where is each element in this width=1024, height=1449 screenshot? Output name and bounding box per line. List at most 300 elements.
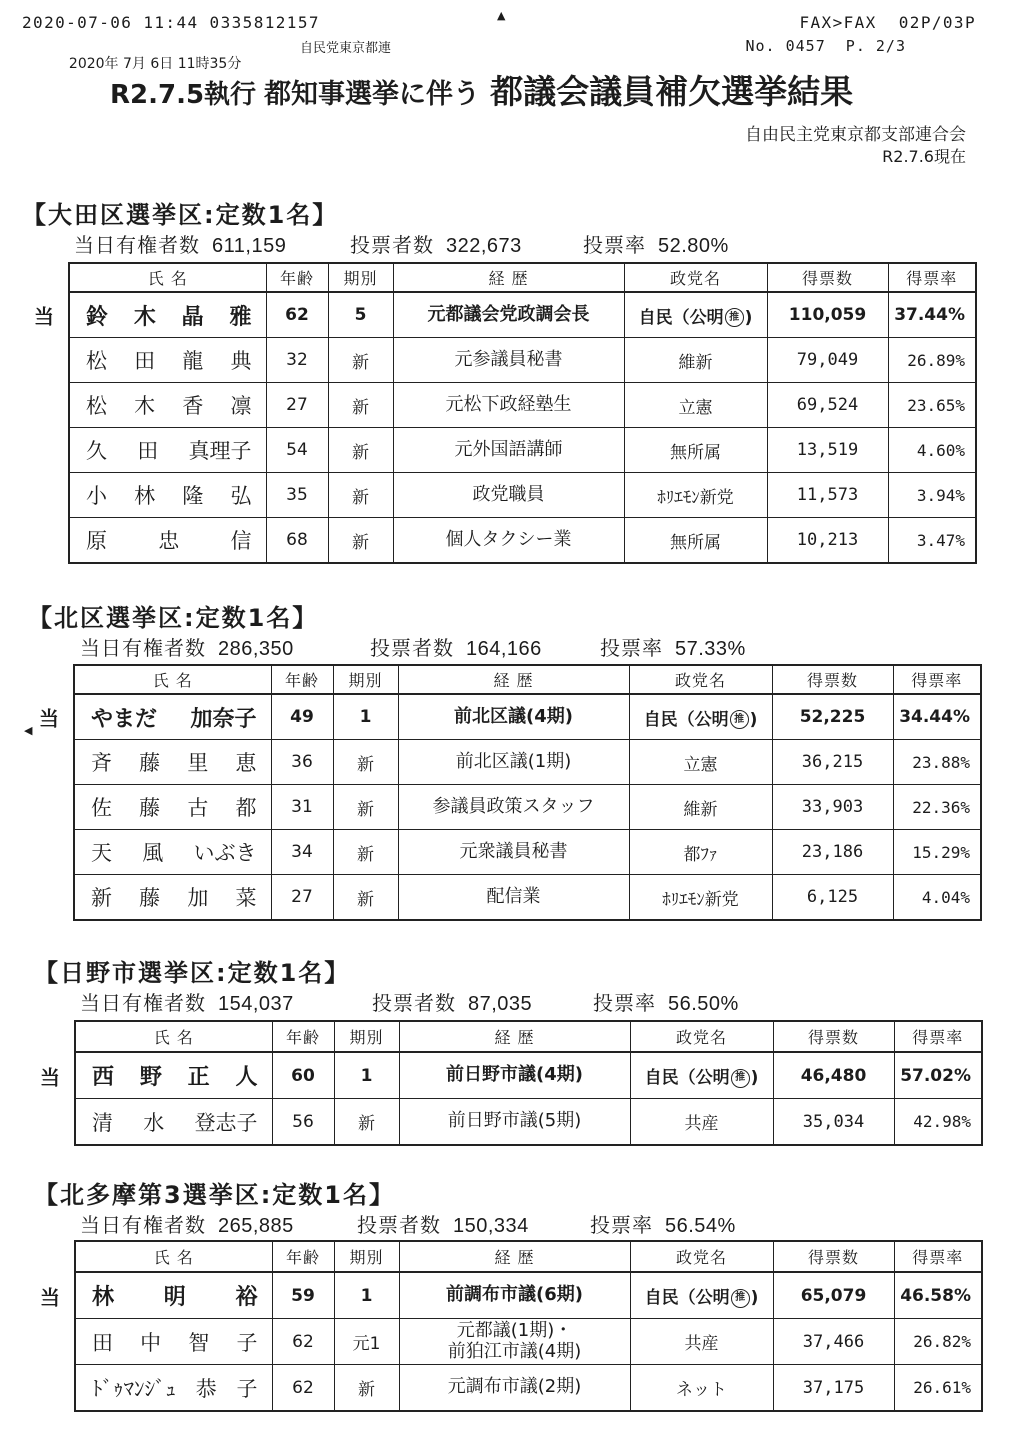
- elected-mark: 当: [40, 1065, 60, 1089]
- candidate-vote-share: 23.65%: [888, 383, 976, 428]
- candidate-vote-share: 42.98%: [894, 1099, 982, 1146]
- candidate-vote-share: 15.29%: [893, 830, 981, 875]
- candidate-vote-share: 46.58%: [894, 1272, 982, 1319]
- candidate-name: [86, 525, 252, 555]
- col-votes-header: 得票数: [773, 1021, 894, 1052]
- candidate-vote-share: 57.02%: [894, 1052, 982, 1099]
- candidate-name-part: 斉: [91, 751, 112, 775]
- ballots-cast: [372, 987, 593, 1016]
- results-table: [40, 1020, 983, 1146]
- table-header-row: [74, 665, 981, 694]
- turnout-rate: 56.54%: [665, 1215, 736, 1237]
- candidate-name-part: 恭: [195, 1376, 217, 1401]
- eligible-count: 154,037: [218, 993, 294, 1015]
- candidate-age: 60: [272, 1052, 334, 1099]
- candidate-name: [91, 792, 257, 822]
- candidate-votes: 6,125: [772, 875, 893, 921]
- col-career-header: 経 歴: [393, 263, 624, 292]
- candidate-name-part: 真理子: [188, 439, 252, 463]
- candidate-votes: 35,034: [773, 1099, 894, 1146]
- candidate-votes: 23,186: [772, 830, 893, 875]
- col-rate-header: 得票率: [888, 263, 976, 292]
- candidate-name-part: 信: [230, 529, 252, 553]
- col-term-header: 期別: [333, 665, 398, 694]
- voters-label: 投票者数: [370, 636, 454, 660]
- candidate-name: [86, 345, 252, 375]
- candidate-name-cell: [75, 1099, 272, 1146]
- candidate-row: [74, 740, 981, 785]
- candidate-vote-share: 34.44%: [893, 694, 981, 740]
- fax-side-mark: ◀: [24, 724, 33, 737]
- elected-mark: 当: [40, 1285, 60, 1309]
- party-close-paren: ): [744, 307, 753, 328]
- candidate-name-part: 人: [235, 1065, 258, 1090]
- candidate-name-part: 裕: [235, 1285, 258, 1310]
- issuer-organization: 自由民主党東京都支部連合会: [745, 125, 966, 145]
- candidate-name-part: 藤: [139, 751, 161, 775]
- voters-count: 87,035: [468, 993, 533, 1015]
- candidate-term: 元1: [334, 1319, 399, 1365]
- candidate-row: [74, 694, 981, 740]
- candidate-votes: 36,215: [772, 740, 893, 785]
- col-name-header: 氏 名: [75, 1241, 272, 1272]
- candidate-name-part: 藤: [139, 796, 161, 820]
- col-term-header: 期別: [334, 1241, 399, 1272]
- candidate-term: 新: [334, 1099, 399, 1146]
- candidate-name: [92, 1280, 258, 1311]
- turnout-rate: 56.50%: [668, 993, 739, 1015]
- candidate-name-part: 恵: [235, 751, 257, 775]
- title-main: 都議会議員補欠選挙結果: [490, 72, 854, 111]
- candidate-party-cell: [629, 875, 772, 921]
- eligible-label: 当日有権者数: [80, 991, 206, 1015]
- candidate-party: 共産: [684, 1334, 719, 1354]
- candidate-name-part: 原: [86, 529, 107, 553]
- candidate-name-cell: [74, 785, 271, 830]
- candidate-term: 新: [328, 518, 393, 564]
- voters-label: 投票者数: [372, 991, 456, 1015]
- candidate-party-cell: [629, 785, 772, 830]
- candidate-term: 新: [333, 740, 398, 785]
- candidate-name-part: 風: [142, 841, 164, 865]
- candidate-name-part: 藤: [139, 886, 161, 910]
- candidate-name-cell: [75, 1319, 272, 1365]
- results-table: [39, 664, 982, 921]
- candidate-name-part: 忠: [158, 529, 180, 553]
- candidate-row: [74, 830, 981, 875]
- candidate-name: [86, 435, 252, 465]
- candidate-term: 新: [333, 875, 398, 921]
- title-date: R2.7.5執行: [110, 80, 257, 110]
- candidate-career: 前北区議(4期): [398, 694, 629, 740]
- candidate-name: [92, 1327, 258, 1357]
- party-close-paren: ): [749, 709, 758, 730]
- col-career-header: 経 歴: [399, 1241, 630, 1272]
- candidate-name-part: 弘: [230, 484, 252, 508]
- candidate-party: 維新: [678, 352, 713, 373]
- candidate-party: ﾎﾘｴﾓﾝ新党: [662, 889, 739, 910]
- fax-registration-mark: ▲: [497, 9, 506, 22]
- endorsement-mark: 推: [731, 1289, 750, 1308]
- candidate-name-cell: [39, 694, 271, 740]
- district-stats: [80, 987, 739, 1016]
- candidate-career: 元都議(1期)・ 前狛江市議(4期): [399, 1319, 630, 1365]
- candidate-name-part: 天: [91, 841, 112, 865]
- candidate-age: 34: [271, 830, 333, 875]
- candidate-name-part: 野: [139, 1065, 162, 1090]
- candidate-name-cell: [69, 428, 266, 473]
- candidate-name-part: 西: [92, 1065, 115, 1090]
- results-table: [34, 262, 977, 564]
- eligible-count: 265,885: [218, 1215, 294, 1237]
- candidate-name-cell: [69, 473, 266, 518]
- turnout-rate: 57.33%: [675, 638, 746, 660]
- candidate-party-cell: [630, 1319, 773, 1365]
- candidate-votes: 11,573: [767, 473, 888, 518]
- candidate-party-cell: [624, 383, 767, 428]
- candidate-row: [69, 428, 976, 473]
- candidate-career: 元都議会党政調会長: [393, 292, 624, 338]
- candidate-name-cell: [74, 740, 271, 785]
- candidate-name-part: 隆: [182, 484, 204, 508]
- candidate-career: 政党職員: [393, 473, 624, 518]
- candidate-career: 元衆議員秘書: [398, 830, 629, 875]
- candidate-name-part: 加: [187, 886, 209, 910]
- candidate-party-cell: [630, 1052, 773, 1099]
- fax-route: FAX>FAX 02P/03P: [799, 13, 976, 32]
- endorsement-mark: 推: [731, 1069, 750, 1088]
- district-stats: [74, 229, 729, 258]
- candidate-party: 無所属: [670, 532, 721, 553]
- col-votes-header: 得票数: [773, 1241, 894, 1272]
- candidate-party: 自民（公明: [644, 1288, 730, 1308]
- candidate-career: 参議員政策スタッフ: [398, 785, 629, 830]
- district-heading: 【北多摩第3選挙区:定数1名】: [34, 1181, 395, 1209]
- col-career-header: 経 歴: [398, 665, 629, 694]
- table-header-row: [75, 1021, 982, 1052]
- candidate-party: 自民（公明: [638, 307, 724, 328]
- col-votes-header: 得票数: [772, 665, 893, 694]
- candidate-name-part: 松: [86, 349, 107, 373]
- fax-transmit-line: 2020-07-06 11:44 0335812157: [22, 13, 320, 32]
- candidate-votes: 65,079: [773, 1272, 894, 1319]
- candidate-name-part: 里: [187, 751, 209, 775]
- candidate-name: [86, 300, 252, 331]
- candidate-vote-share: 23.88%: [893, 740, 981, 785]
- col-party-header: 政党名: [629, 665, 772, 694]
- candidate-name-part: 子: [236, 1330, 258, 1355]
- candidate-name: [86, 480, 252, 510]
- candidate-party-cell: [624, 292, 767, 338]
- eligible-label: 当日有権者数: [80, 636, 206, 660]
- col-party-header: 政党名: [630, 1241, 773, 1272]
- candidate-age: 36: [271, 740, 333, 785]
- voters-count: 322,673: [446, 235, 522, 257]
- candidate-party: 維新: [683, 799, 718, 820]
- candidate-name-part: 田: [134, 349, 156, 373]
- district-heading: 【大田区選挙区:定数1名】: [22, 201, 339, 229]
- candidate-name-cell: [69, 383, 266, 428]
- candidate-name-part: 新: [91, 886, 112, 910]
- candidate-party-cell: [624, 428, 767, 473]
- turnout: [590, 1209, 736, 1238]
- candidate-term: 1: [334, 1052, 399, 1099]
- candidate-row: [69, 338, 976, 383]
- candidate-vote-share: 3.94%: [888, 473, 976, 518]
- candidate-party: 自民（公明: [643, 709, 729, 730]
- candidate-name: [91, 837, 257, 867]
- candidate-name-part: 清: [92, 1110, 113, 1135]
- candidate-name-part: 加奈子: [190, 706, 257, 732]
- district-section: [0, 598, 1024, 910]
- fax-received-time: 2020年 7月 6日 11時35分: [68, 56, 242, 72]
- candidate-row: [69, 292, 976, 338]
- candidate-name-part: 田: [92, 1330, 113, 1355]
- candidate-name-part: 水: [143, 1110, 165, 1135]
- district-heading: 【北区選挙区:定数1名】: [28, 604, 319, 632]
- candidate-career: 前調布市議(6期): [399, 1272, 630, 1319]
- eligible-count: 611,159: [212, 235, 287, 257]
- candidate-votes: 13,519: [767, 428, 888, 473]
- candidate-party-cell: [629, 740, 772, 785]
- candidate-party-cell: [629, 830, 772, 875]
- candidate-name-part: 木: [134, 394, 156, 418]
- candidate-name: [92, 1107, 258, 1137]
- candidate-row: [75, 1099, 982, 1146]
- candidate-name: [91, 702, 257, 733]
- candidate-row: [69, 473, 976, 518]
- col-party-header: 政党名: [630, 1021, 773, 1052]
- candidate-name-part: 林: [92, 1285, 115, 1310]
- candidate-name-cell: [34, 292, 266, 338]
- candidate-row: [75, 1052, 982, 1099]
- candidate-row: [75, 1365, 982, 1412]
- col-rate-header: 得票率: [893, 665, 981, 694]
- candidate-term: 新: [328, 428, 393, 473]
- col-age-header: 年齢: [271, 665, 333, 694]
- candidate-name-part: 子: [236, 1376, 258, 1401]
- ballots-cast: [370, 632, 600, 661]
- turnout-label: 投票率: [600, 636, 663, 660]
- candidate-name-part: 鈴: [86, 304, 109, 330]
- fax-page-number: No. 0457 P. 2/3: [745, 37, 906, 55]
- candidate-name-part: 明: [163, 1285, 186, 1310]
- candidate-vote-share: 26.82%: [894, 1319, 982, 1365]
- candidate-party: 立憲: [683, 754, 718, 775]
- candidate-name-part: 佐: [91, 796, 112, 820]
- eligible-voters: [80, 1209, 357, 1238]
- issuer-as-of-date: R2.7.6現在: [882, 147, 966, 166]
- candidate-name-part: ﾄﾞｩﾏﾝｼﾞｭ: [92, 1376, 176, 1401]
- candidate-name-part: いぶき: [193, 841, 257, 865]
- elected-mark: 当: [39, 706, 59, 731]
- candidate-name-part: 久: [86, 439, 107, 463]
- candidate-name: [92, 1060, 258, 1091]
- candidate-career: 元参議員秘書: [393, 338, 624, 383]
- candidate-name-cell: [75, 1365, 272, 1412]
- elected-mark: 当: [34, 304, 54, 329]
- candidate-party: 自民（公明: [644, 1068, 730, 1088]
- candidate-name-part: 龍: [182, 349, 204, 373]
- candidate-term: 新: [328, 383, 393, 428]
- turnout-rate: 52.80%: [658, 235, 729, 257]
- candidate-term: 1: [334, 1272, 399, 1319]
- district-heading: 【日野市選挙区:定数1名】: [34, 959, 351, 987]
- candidate-career: 前日野市議(4期): [399, 1052, 630, 1099]
- candidate-party: 都ﾌｧ: [683, 844, 718, 865]
- candidate-votes: 79,049: [767, 338, 888, 383]
- page-title: [110, 66, 853, 113]
- col-name-header: 氏 名: [75, 1021, 272, 1052]
- table-header-row: [75, 1241, 982, 1272]
- candidate-name-cell: [69, 338, 266, 383]
- turnout: [600, 632, 746, 661]
- candidate-name-part: 典: [230, 349, 252, 373]
- candidate-name: [92, 1373, 258, 1403]
- eligible-voters: [74, 229, 350, 258]
- party-close-paren: ): [750, 1288, 759, 1308]
- candidate-career: 個人タクシー業: [393, 518, 624, 564]
- candidate-term: 5: [328, 292, 393, 338]
- candidate-term: 1: [333, 694, 398, 740]
- candidate-career: 元調布市議(2期): [399, 1365, 630, 1412]
- candidate-age: 31: [271, 785, 333, 830]
- endorsement-mark: 推: [725, 308, 744, 327]
- candidate-party: 無所属: [670, 442, 721, 463]
- col-age-header: 年齢: [266, 263, 328, 292]
- candidate-vote-share: 22.36%: [893, 785, 981, 830]
- candidate-votes: 37,466: [773, 1319, 894, 1365]
- candidate-row: [75, 1272, 982, 1319]
- candidate-votes: 110,059: [767, 292, 888, 338]
- candidate-row: [69, 383, 976, 428]
- candidate-age: 27: [266, 383, 328, 428]
- eligible-voters: [80, 987, 372, 1016]
- candidate-name-part: 香: [182, 394, 204, 418]
- candidate-name-part: 菜: [235, 886, 257, 910]
- district-section: [0, 1175, 1024, 1401]
- candidate-term: 新: [333, 785, 398, 830]
- turnout: [583, 229, 729, 258]
- candidate-name-part: 古: [187, 796, 209, 820]
- candidate-name: [86, 390, 252, 420]
- candidate-party-cell: [630, 1099, 773, 1146]
- candidate-age: 68: [266, 518, 328, 564]
- candidate-term: 新: [333, 830, 398, 875]
- candidate-row: [75, 1319, 982, 1365]
- candidate-career: 前日野市議(5期): [399, 1099, 630, 1146]
- candidate-age: 59: [272, 1272, 334, 1319]
- candidate-vote-share: 4.04%: [893, 875, 981, 921]
- candidate-name: [91, 747, 257, 777]
- candidate-career: 元外国語講師: [393, 428, 624, 473]
- candidate-party-cell: [629, 694, 772, 740]
- candidate-name-part: 中: [140, 1330, 162, 1355]
- candidate-votes: 37,175: [773, 1365, 894, 1412]
- district-stats: [80, 1209, 736, 1238]
- candidate-age: 56: [272, 1099, 334, 1146]
- col-term-header: 期別: [328, 263, 393, 292]
- candidate-age: 32: [266, 338, 328, 383]
- candidate-vote-share: 26.89%: [888, 338, 976, 383]
- voters-count: 164,166: [466, 638, 542, 660]
- candidate-party-cell: [624, 473, 767, 518]
- candidate-name-part: 正: [187, 1065, 210, 1090]
- turnout: [593, 987, 739, 1016]
- col-rate-header: 得票率: [894, 1021, 982, 1052]
- candidate-name-part: 木: [133, 304, 156, 330]
- fax-sender: 自民党東京都連: [300, 41, 392, 56]
- candidate-party: ネット: [676, 1380, 727, 1400]
- candidate-name-cell: [69, 518, 266, 564]
- candidate-age: 62: [272, 1365, 334, 1412]
- eligible-count: 286,350: [218, 638, 294, 660]
- voters-count: 150,334: [453, 1215, 529, 1237]
- ballots-cast: [350, 229, 583, 258]
- turnout-label: 投票率: [593, 991, 656, 1015]
- col-rate-header: 得票率: [894, 1241, 982, 1272]
- candidate-term: 新: [328, 473, 393, 518]
- candidate-party-cell: [630, 1365, 773, 1412]
- candidate-name-part: 都: [235, 796, 257, 820]
- candidate-votes: 46,480: [773, 1052, 894, 1099]
- candidate-career: 前北区議(1期): [398, 740, 629, 785]
- candidate-age: 27: [271, 875, 333, 921]
- candidate-party: ﾎﾘｴﾓﾝ新党: [657, 487, 734, 508]
- party-close-paren: ): [750, 1068, 759, 1088]
- candidate-name-part: 登志子: [194, 1110, 258, 1135]
- endorsement-mark: 推: [730, 710, 749, 729]
- candidate-name-cell: [40, 1272, 272, 1319]
- candidate-career: 元松下政経塾生: [393, 383, 624, 428]
- candidate-row: [74, 875, 981, 921]
- district-section: [0, 953, 1024, 1135]
- col-age-header: 年齢: [272, 1021, 334, 1052]
- candidate-name-part: 雅: [229, 304, 252, 330]
- voters-label: 投票者数: [350, 233, 434, 257]
- eligible-label: 当日有権者数: [74, 233, 200, 257]
- candidate-name-part: 凛: [230, 394, 252, 418]
- turnout-label: 投票率: [583, 233, 646, 257]
- col-term-header: 期別: [334, 1021, 399, 1052]
- col-name-header: 氏 名: [74, 665, 271, 694]
- candidate-row: [74, 785, 981, 830]
- candidate-name-part: 小: [86, 484, 107, 508]
- candidate-party: 共産: [684, 1114, 719, 1134]
- eligible-label: 当日有権者数: [80, 1213, 206, 1237]
- col-name-header: 氏 名: [69, 263, 266, 292]
- candidate-name-part: 田: [137, 439, 159, 463]
- results-table: [40, 1240, 983, 1412]
- candidate-votes: 69,524: [767, 383, 888, 428]
- candidate-age: 54: [266, 428, 328, 473]
- voters-label: 投票者数: [357, 1213, 441, 1237]
- candidate-vote-share: 4.60%: [888, 428, 976, 473]
- candidate-name-part: やまだ: [91, 706, 158, 732]
- candidate-vote-share: 3.47%: [888, 518, 976, 564]
- col-votes-header: 得票数: [767, 263, 888, 292]
- candidate-name-cell: [74, 830, 271, 875]
- candidate-party-cell: [624, 518, 767, 564]
- candidate-party-cell: [630, 1272, 773, 1319]
- candidate-name-part: 智: [188, 1330, 210, 1355]
- turnout-label: 投票率: [590, 1213, 653, 1237]
- candidate-age: 35: [266, 473, 328, 518]
- col-age-header: 年齢: [272, 1241, 334, 1272]
- candidate-votes: 33,903: [772, 785, 893, 830]
- candidate-career: 配信業: [398, 875, 629, 921]
- candidate-age: 62: [266, 292, 328, 338]
